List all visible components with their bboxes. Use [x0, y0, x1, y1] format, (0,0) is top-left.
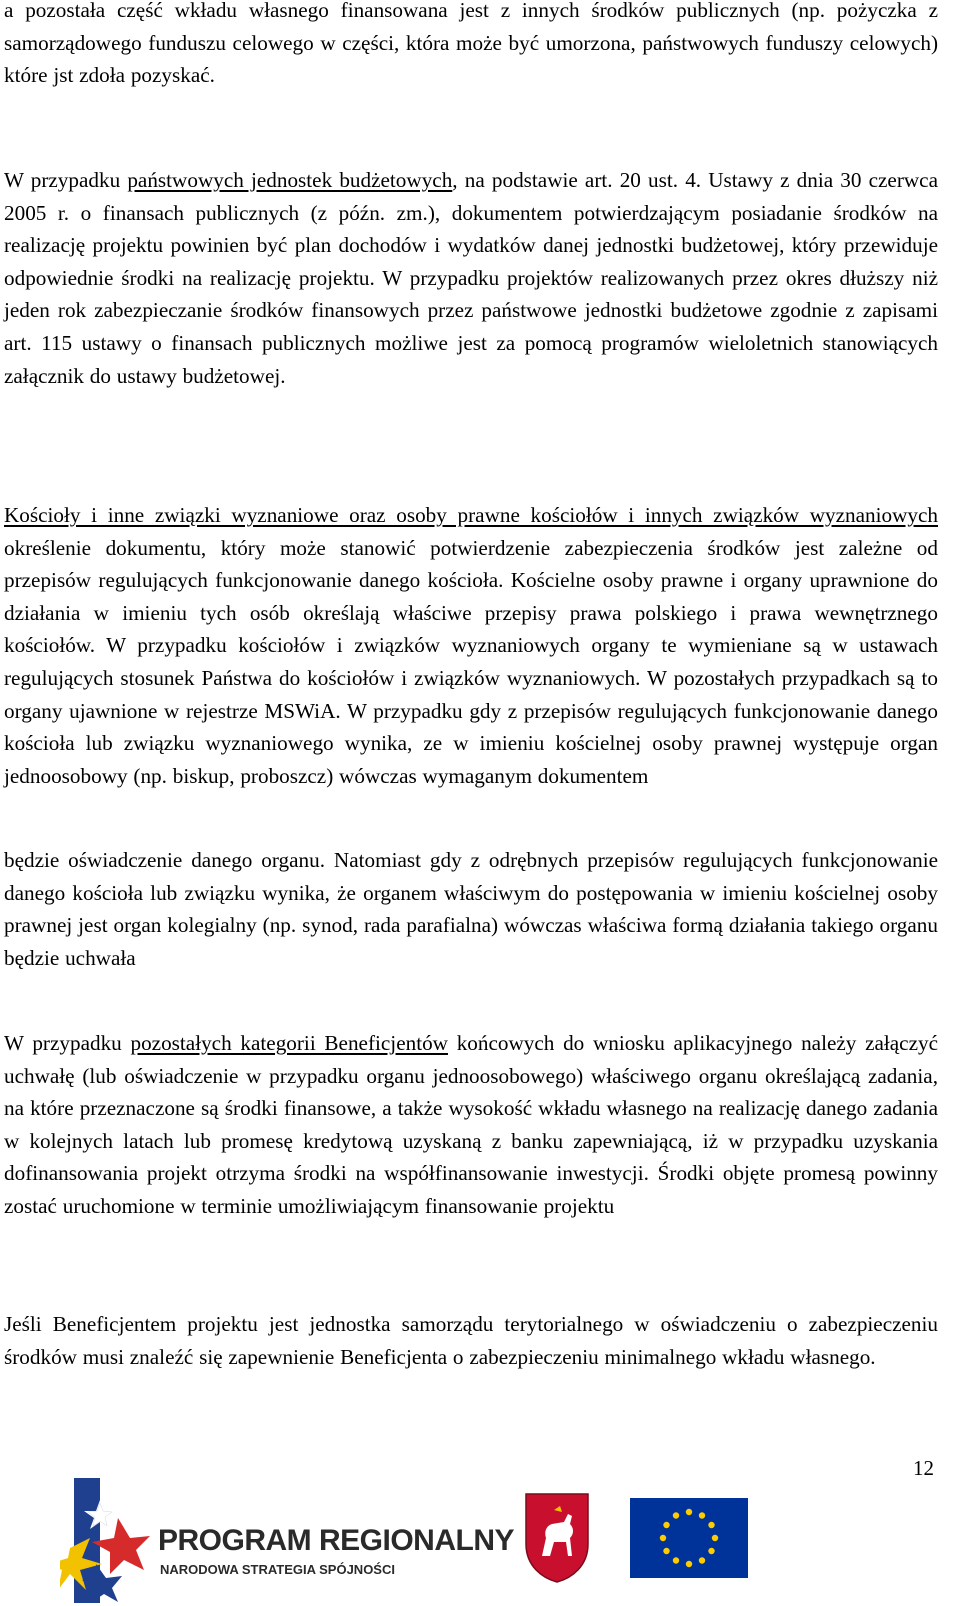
paragraph-state-budget-units [4, 164, 938, 392]
lublin-crest-icon [524, 1492, 590, 1584]
underlined-term: pozostałych kategorii Beneficjentów [130, 1031, 448, 1055]
paragraph-text-before: W przypadku [4, 1031, 131, 1055]
paragraph-churches [4, 499, 938, 792]
paragraph-own-contribution: a pozostała część wkładu własnego finansowana jest z innych środków publicznych (np. pożyczka z samorządowego funduszu celowego w części, która może być umorzona, państwowych funduszy celowych) które jst zdoła pozyskać. [4, 0, 938, 88]
stars-logo-icon [60, 1478, 156, 1603]
paragraph-other-beneficiaries [4, 1027, 938, 1223]
underlined-term: państwowych jednostek budżetowych [127, 168, 453, 192]
program-title: PROGRAM REGIONALNY [158, 1524, 515, 1557]
paragraph-text-before: W przypadku [4, 168, 128, 192]
paragraph-local-government: Jeśli Beneficjentem projektu jest jednostka samorządu terytorialnego w oświadczeniu o zabezpieczeniu środków musi znaleźć się zapewnienie Beneficjenta o zabezpieczeniu minimalnego wkładu własnego. [4, 1312, 938, 1369]
underlined-term: Kościoły i inne związki wyznaniowe oraz osoby prawne kościołów i innych związków wyznaniowych [4, 503, 938, 527]
paragraph-text-after: końcowych do wniosku aplikacyjnego należy załączyć uchwałę (lub oświadczenie w przypadku organu jednoosobowego) właściwego organu określającą zadania, na które przeznaczone są środki finansowe, a także wysokość wkładu własnego na realizację danego zadania w kolejnych latach lub promesę kredytową uzyskaną z banku zapewniającą, iż w przypadku uzyskania dofinansowania projekt otrzyma środki na współfinansowanie inwestycji. Środki objęte promesą powinny zostać uruchomione w terminie umożliwiającym finansowanie projektu [4, 1031, 938, 1218]
paragraph-text-after: , na podstawie art. 20 ust. 4. Ustawy z dnia 30 czerwca 2005 r. o finansach publicznych (z późn. zm.), dokumentem potwierdzającym posiadanie środków na realizację projektu powinien być plan dochodów i wydatków danej jednostki budżetowej, który przewiduje odpowiednie środki na realizację projektu. W przypadku projektów realizowanych przez okres dłuższy niż jeden rok zabezpieczanie środków finansowych przez państwowe jednostki budżetowe zgodnie z zapisami art. 115 ustawy o finansach publicznych możliwe jest za pomocą programów wieloletnich stanowiących załącznik do ustawy budżetowej. [4, 168, 938, 388]
footer-logos [0, 1478, 960, 1606]
eu-flag-icon [630, 1498, 748, 1578]
paragraph-text-after: określenie dokumentu, który może stanowić potwierdzenie zabezpieczenia środków jest zależne od przepisów regulujących funkcjonowanie danego kościoła. Kościelne osoby prawne i organy uprawnione do działania w imieniu tych osób określają właściwe przepisy prawa polskiego i prawa wewnętrznego kościołów. W przypadku kościołów i związków wyznaniowych organy te wymieniane są w ustawach regulujących stosunek Państwa do kościołów i związków wyznaniowych. W pozostałych przypadkach są to organy ujawnione w rejestrze MSWiA. W przypadku gdy z przepisów regulujących funkcjonowanie danego kościoła lub związku wyznaniowego wynika, ze w imieniu kościelnej osoby prawnej występuje organ jednoosobowy (np. biskup, proboszcz) wówczas wymaganym dokumentem [4, 535, 938, 788]
program-subtitle: NARODOWA STRATEGIA SPÓJNOŚCI [160, 1562, 395, 1577]
paragraph-church-statement: będzie oświadczenie danego organu. Natomiast gdy z odrębnych przepisów regulujących funkcjonowanie danego kościoła lub związku wynika, że organem właściwym do postępowania w imieniu kościelnej osoby prawnej jest organ kolegialny (np. synod, rada parafialna) wówczas właściwa formą działania takiego organu będzie uchwała [4, 848, 938, 970]
page-number: 12 [913, 1456, 934, 1480]
